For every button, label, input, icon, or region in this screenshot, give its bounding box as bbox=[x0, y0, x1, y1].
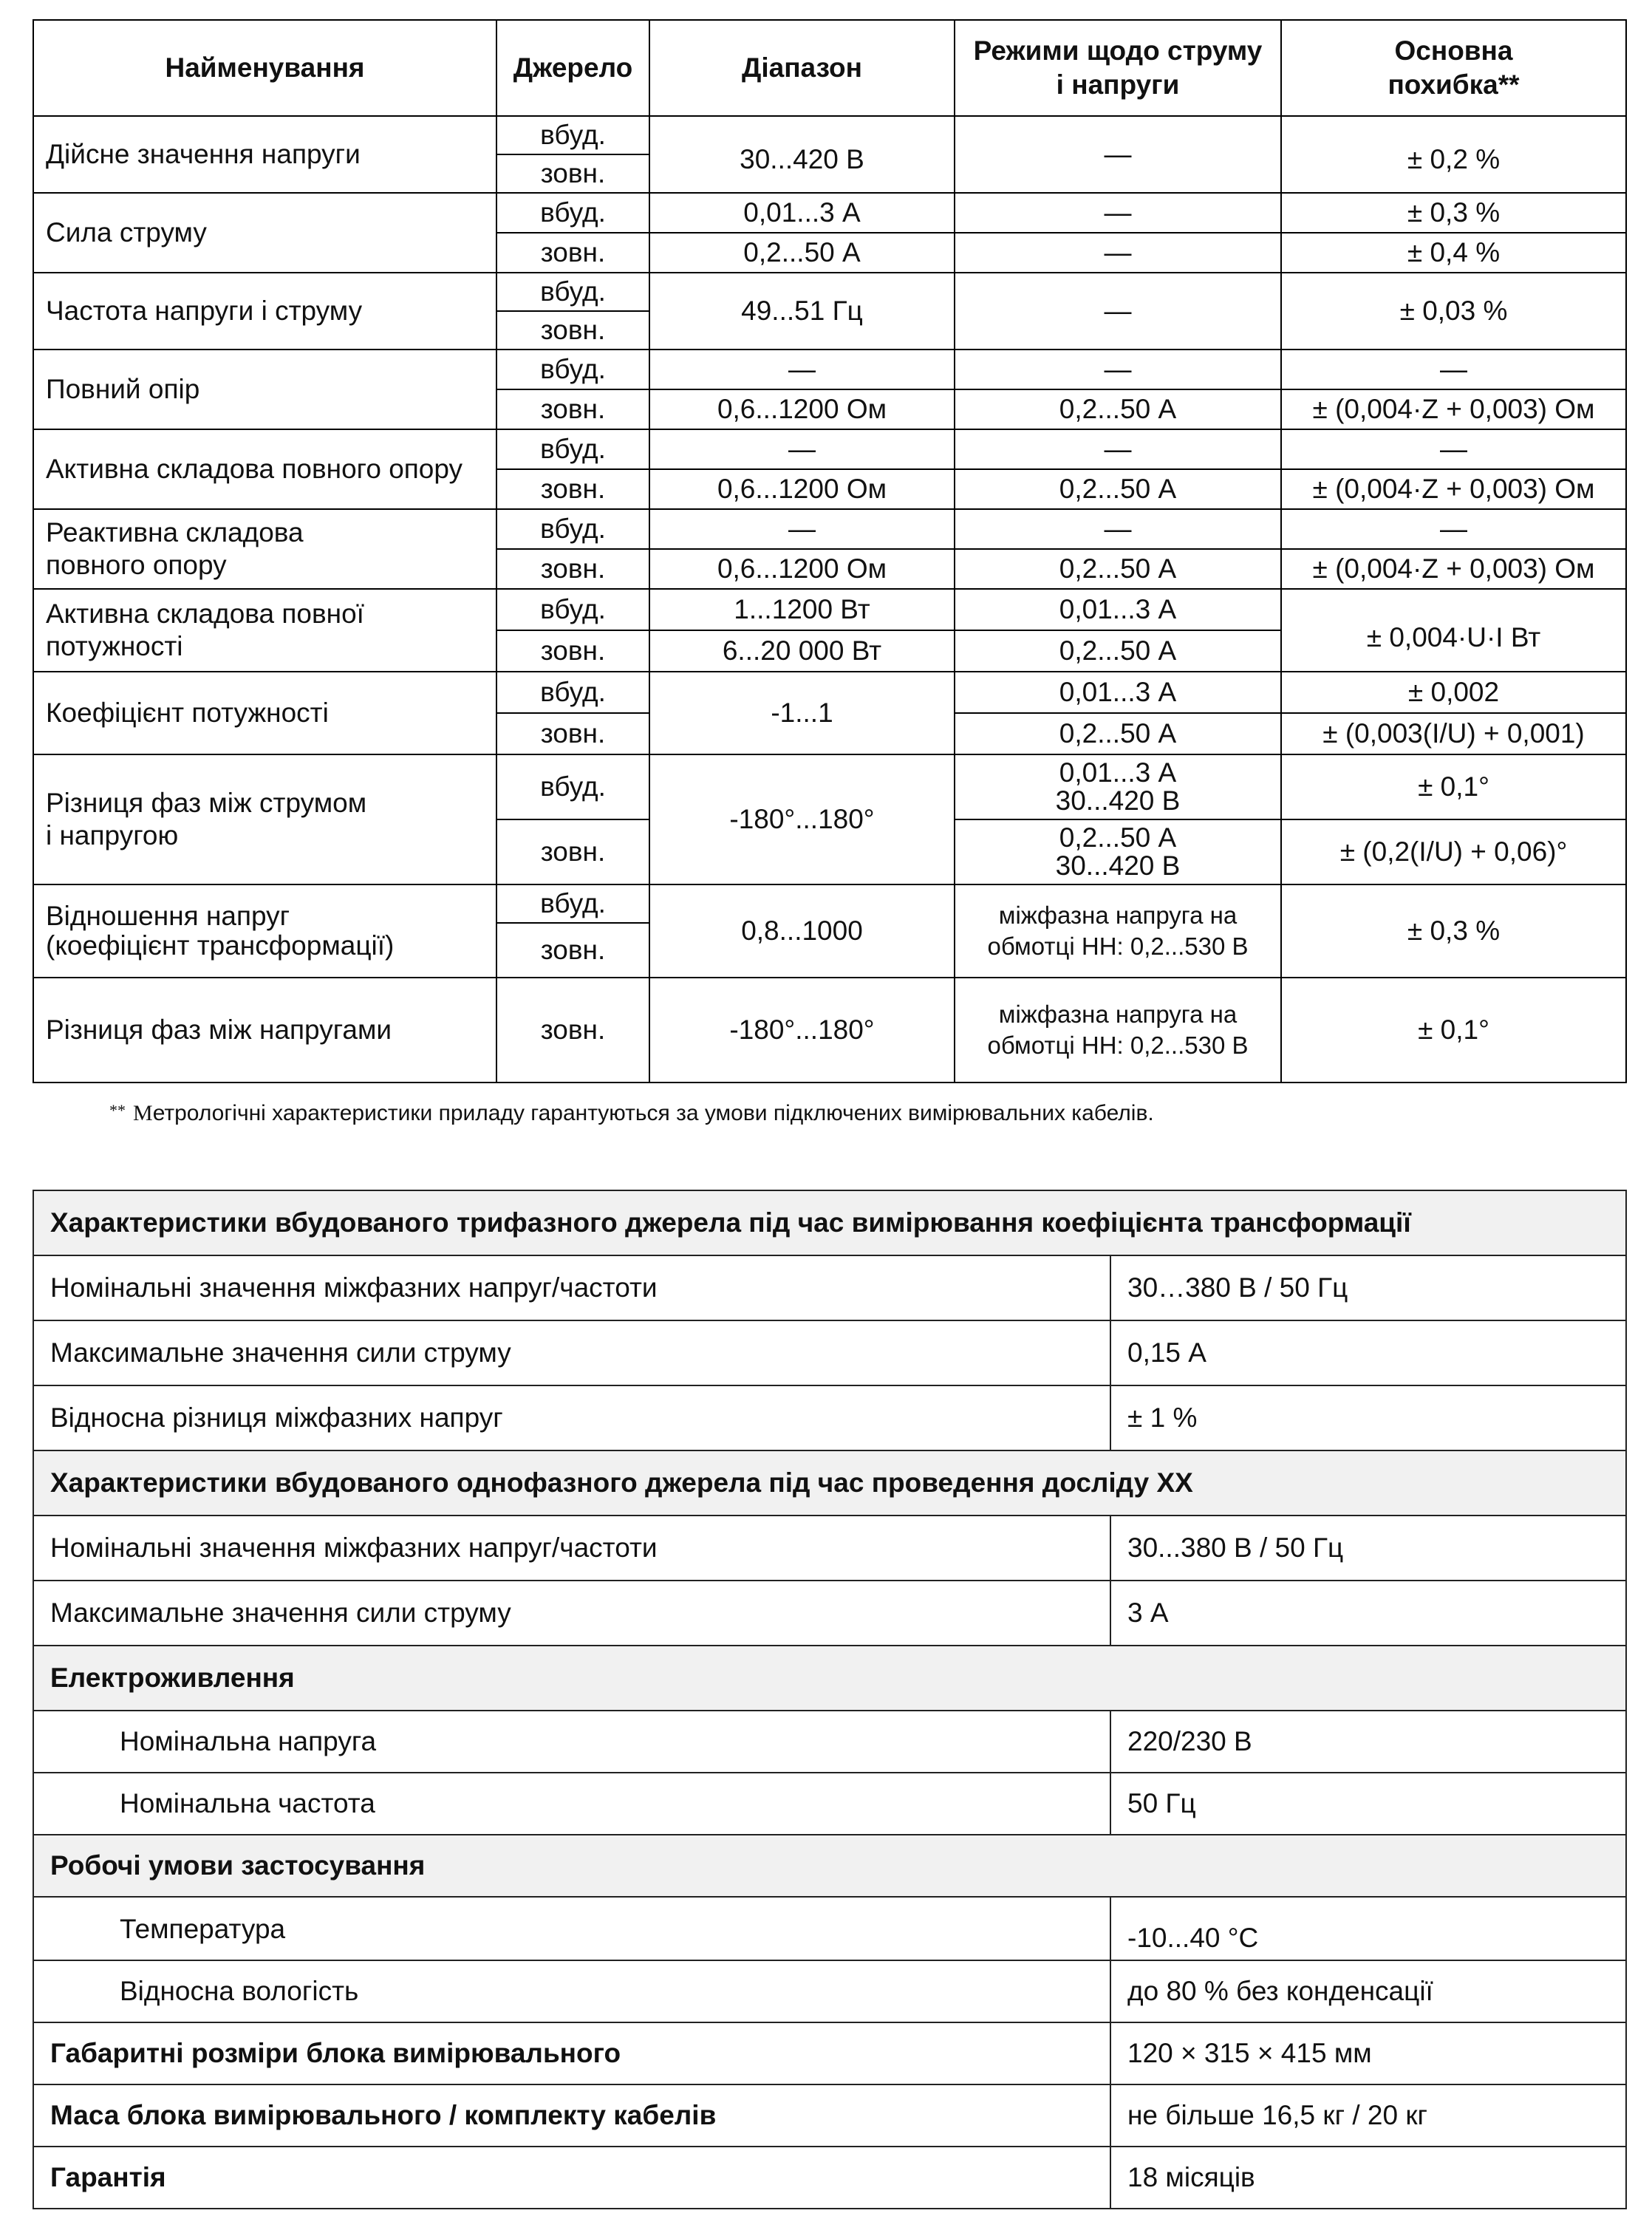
error-cell: — bbox=[1281, 509, 1626, 549]
header-range: Діапазон bbox=[649, 20, 955, 116]
source-cell: вбуд. bbox=[496, 509, 649, 549]
row-name: Повний опір bbox=[33, 350, 496, 429]
mode-cell: — bbox=[955, 509, 1281, 549]
source-cell: зовн. bbox=[496, 469, 649, 509]
mode-cell: 0,2...50 А bbox=[955, 549, 1281, 589]
range-cell: 0,6...1200 Ом bbox=[649, 549, 955, 589]
mode-cell: 0,01...3 А bbox=[955, 589, 1281, 630]
row-value: -10...40 °C bbox=[1110, 1897, 1626, 1960]
table-row bbox=[33, 1897, 1626, 1960]
table-row bbox=[33, 672, 1626, 713]
row-label: Номінальна частота bbox=[33, 1773, 1110, 1835]
range-cell: 0,01...3 А bbox=[649, 193, 955, 233]
error-cell: ± (0,2(I/U) + 0,06)° bbox=[1281, 819, 1626, 884]
footnote bbox=[109, 1101, 1154, 1126]
range-cell: -180°...180° bbox=[649, 754, 955, 884]
spec-table bbox=[33, 19, 1627, 1083]
header-source: Джерело bbox=[496, 20, 649, 116]
table-row bbox=[33, 429, 1626, 469]
footnote-text: етрологічні характеристики приладу гарантуються за умови підключених вимірювальних кабелів. bbox=[152, 1101, 1154, 1125]
mode-cell: міжфазна напруга на обмотці НН: 0,2...530 В bbox=[955, 978, 1281, 1083]
table-row bbox=[33, 1581, 1626, 1646]
mode-cell: 0,01...3 А 30...420 В bbox=[955, 754, 1281, 819]
section-title: Характеристики вбудованого трифазного джерела під час вимірювання коефіцієнта трансформації bbox=[33, 1190, 1626, 1255]
source-cell: зовн. bbox=[496, 549, 649, 589]
source-cell: вбуд. bbox=[496, 429, 649, 469]
mode-cell: 0,01...3 А bbox=[955, 672, 1281, 713]
mode-cell: — bbox=[955, 116, 1281, 193]
row-value: 50 Гц bbox=[1110, 1773, 1626, 1835]
section-row bbox=[33, 1450, 1626, 1516]
error-cell: — bbox=[1281, 429, 1626, 469]
table-row bbox=[33, 1385, 1626, 1450]
table-row bbox=[33, 978, 1626, 1083]
error-cell: ± 0,3 % bbox=[1281, 884, 1626, 978]
row-name: Реактивна складова повного опору bbox=[33, 509, 496, 589]
row-label: Відносна вологість bbox=[33, 1960, 1110, 2022]
row-name: Активна складова повної потужності bbox=[33, 589, 496, 672]
row-label: Відносна різниця міжфазних напруг bbox=[33, 1385, 1110, 1450]
section-title: Робочі умови застосування bbox=[33, 1835, 1626, 1897]
table-row bbox=[33, 273, 1626, 311]
error-cell: ± 0,2 % bbox=[1281, 116, 1626, 193]
section-row bbox=[33, 1190, 1626, 1255]
mode-cell: — bbox=[955, 429, 1281, 469]
range-cell: — bbox=[649, 429, 955, 469]
table-row bbox=[33, 116, 1626, 154]
table-row bbox=[33, 193, 1626, 233]
table-row bbox=[33, 2084, 1626, 2147]
mode-cell: — bbox=[955, 273, 1281, 350]
row-name: Різниця фаз між напругами bbox=[33, 978, 496, 1083]
row-name: Активна складова повного опору bbox=[33, 429, 496, 509]
source-cell: зовн. bbox=[496, 154, 649, 193]
error-cell: ± (0,003(I/U) + 0,001) bbox=[1281, 713, 1626, 754]
source-cell: зовн. bbox=[496, 819, 649, 884]
source-cell: вбуд. bbox=[496, 672, 649, 713]
error-cell: ± 0,1° bbox=[1281, 978, 1626, 1083]
range-cell: 0,8...1000 bbox=[649, 884, 955, 978]
range-cell: 49...51 Гц bbox=[649, 273, 955, 350]
source-cell: вбуд. bbox=[496, 193, 649, 233]
spec-table-header bbox=[33, 20, 1626, 116]
table-row bbox=[33, 754, 1626, 819]
source-cell: зовн. bbox=[496, 311, 649, 350]
range-cell: 30...420 В bbox=[649, 116, 955, 193]
source-cell: вбуд. bbox=[496, 589, 649, 630]
mode-cell: — bbox=[955, 350, 1281, 389]
range-cell: -1...1 bbox=[649, 672, 955, 754]
error-cell: ± 0,002 bbox=[1281, 672, 1626, 713]
section-row bbox=[33, 1835, 1626, 1897]
table-row bbox=[33, 1320, 1626, 1385]
table-row bbox=[33, 589, 1626, 630]
source-cell: вбуд. bbox=[496, 884, 649, 923]
table-row bbox=[33, 1516, 1626, 1581]
error-cell: ± 0,004·U·I Вт bbox=[1281, 589, 1626, 672]
source-cell: вбуд. bbox=[496, 116, 649, 154]
row-name: Коефіцієнт потужності bbox=[33, 672, 496, 754]
range-cell: 6...20 000 Вт bbox=[649, 630, 955, 672]
range-cell: — bbox=[649, 350, 955, 389]
source-cell: зовн. bbox=[496, 713, 649, 754]
row-name: Дійсне значення напруги bbox=[33, 116, 496, 193]
mode-cell: 0,2...50 А bbox=[955, 630, 1281, 672]
row-label: Номінальні значення міжфазних напруг/частоти bbox=[33, 1516, 1110, 1581]
row-value: 220/230 В bbox=[1110, 1711, 1626, 1773]
row-value: до 80 % без конденсації bbox=[1110, 1960, 1626, 2022]
source-cell: вбуд. bbox=[496, 350, 649, 389]
row-name: Відношення напруг (коефіцієнт трансформації) bbox=[33, 884, 496, 978]
error-cell: ± (0,004·Z + 0,003) Ом bbox=[1281, 469, 1626, 509]
row-label: Гарантія bbox=[33, 2147, 1110, 2209]
source-cell: вбуд. bbox=[496, 754, 649, 819]
row-label: Максимальне значення сили струму bbox=[33, 1320, 1110, 1385]
range-cell: -180°...180° bbox=[649, 978, 955, 1083]
row-name: Різниця фаз між струмом і напругою bbox=[33, 754, 496, 884]
mode-cell: 0,2...50 А bbox=[955, 469, 1281, 509]
error-cell: ± 0,4 % bbox=[1281, 233, 1626, 273]
table-row bbox=[33, 509, 1626, 549]
row-value: 18 місяців bbox=[1110, 2147, 1626, 2209]
mode-cell: 0,2...50 А bbox=[955, 713, 1281, 754]
table-row bbox=[33, 1773, 1626, 1835]
table-row bbox=[33, 884, 1626, 923]
row-name: Сила струму bbox=[33, 193, 496, 273]
row-value: 0,15 А bbox=[1110, 1320, 1626, 1385]
header-error: Основна похибка** bbox=[1281, 20, 1626, 116]
range-cell: 0,6...1200 Ом bbox=[649, 389, 955, 429]
error-cell: ± (0,004·Z + 0,003) Ом bbox=[1281, 549, 1626, 589]
footnote-mark: ** bbox=[109, 1101, 126, 1119]
range-cell: 0,6...1200 Ом bbox=[649, 469, 955, 509]
source-cell: зовн. bbox=[496, 630, 649, 672]
section-row bbox=[33, 1646, 1626, 1711]
row-label: Температура bbox=[33, 1897, 1110, 1960]
error-cell: ± (0,004·Z + 0,003) Ом bbox=[1281, 389, 1626, 429]
row-value: 3 А bbox=[1110, 1581, 1626, 1646]
error-cell: ± 0,1° bbox=[1281, 754, 1626, 819]
source-cell: вбуд. bbox=[496, 273, 649, 311]
row-label: Максимальне значення сили струму bbox=[33, 1581, 1110, 1646]
row-value: 30...380 В / 50 Гц bbox=[1110, 1516, 1626, 1581]
header-name: Найменування bbox=[33, 20, 496, 116]
row-label: Номінальні значення міжфазних напруг/частоти bbox=[33, 1255, 1110, 1320]
row-value: 120 × 315 × 415 мм bbox=[1110, 2022, 1626, 2084]
row-value: ± 1 % bbox=[1110, 1385, 1626, 1450]
row-label: Габаритні розміри блока вимірювального bbox=[33, 2022, 1110, 2084]
footnote-first-letter: М bbox=[133, 1101, 153, 1125]
row-label: Номінальна напруга bbox=[33, 1711, 1110, 1773]
mode-cell: 0,2...50 А bbox=[955, 389, 1281, 429]
mode-cell: 0,2...50 А 30...420 В bbox=[955, 819, 1281, 884]
row-label: Маса блока вимірювального / комплекту кабелів bbox=[33, 2084, 1110, 2147]
source-cell: зовн. bbox=[496, 389, 649, 429]
range-cell: 1...1200 Вт bbox=[649, 589, 955, 630]
characteristics-table bbox=[33, 1190, 1627, 2209]
table-row bbox=[33, 350, 1626, 389]
row-name: Частота напруги і струму bbox=[33, 273, 496, 350]
source-cell: зовн. bbox=[496, 923, 649, 978]
header-mode: Режими щодо струму і напруги bbox=[955, 20, 1281, 116]
range-cell: 0,2...50 А bbox=[649, 233, 955, 273]
source-cell: зовн. bbox=[496, 233, 649, 273]
source-cell: зовн. bbox=[496, 978, 649, 1083]
section-title: Електроживлення bbox=[33, 1646, 1626, 1711]
section-title: Характеристики вбудованого однофазного джерела під час проведення досліду ХХ bbox=[33, 1450, 1626, 1516]
table-row bbox=[33, 1960, 1626, 2022]
row-value: 30…380 В / 50 Гц bbox=[1110, 1255, 1626, 1320]
error-cell: ± 0,03 % bbox=[1281, 273, 1626, 350]
error-cell: ± 0,3 % bbox=[1281, 193, 1626, 233]
error-cell: — bbox=[1281, 350, 1626, 389]
mode-cell: — bbox=[955, 233, 1281, 273]
mode-cell: міжфазна напруга на обмотці НН: 0,2...530 В bbox=[955, 884, 1281, 978]
range-cell: — bbox=[649, 509, 955, 549]
table-row bbox=[33, 2147, 1626, 2209]
row-value: не більше 16,5 кг / 20 кг bbox=[1110, 2084, 1626, 2147]
table-row bbox=[33, 1711, 1626, 1773]
table-row bbox=[33, 1255, 1626, 1320]
table-row bbox=[33, 2022, 1626, 2084]
mode-cell: — bbox=[955, 193, 1281, 233]
